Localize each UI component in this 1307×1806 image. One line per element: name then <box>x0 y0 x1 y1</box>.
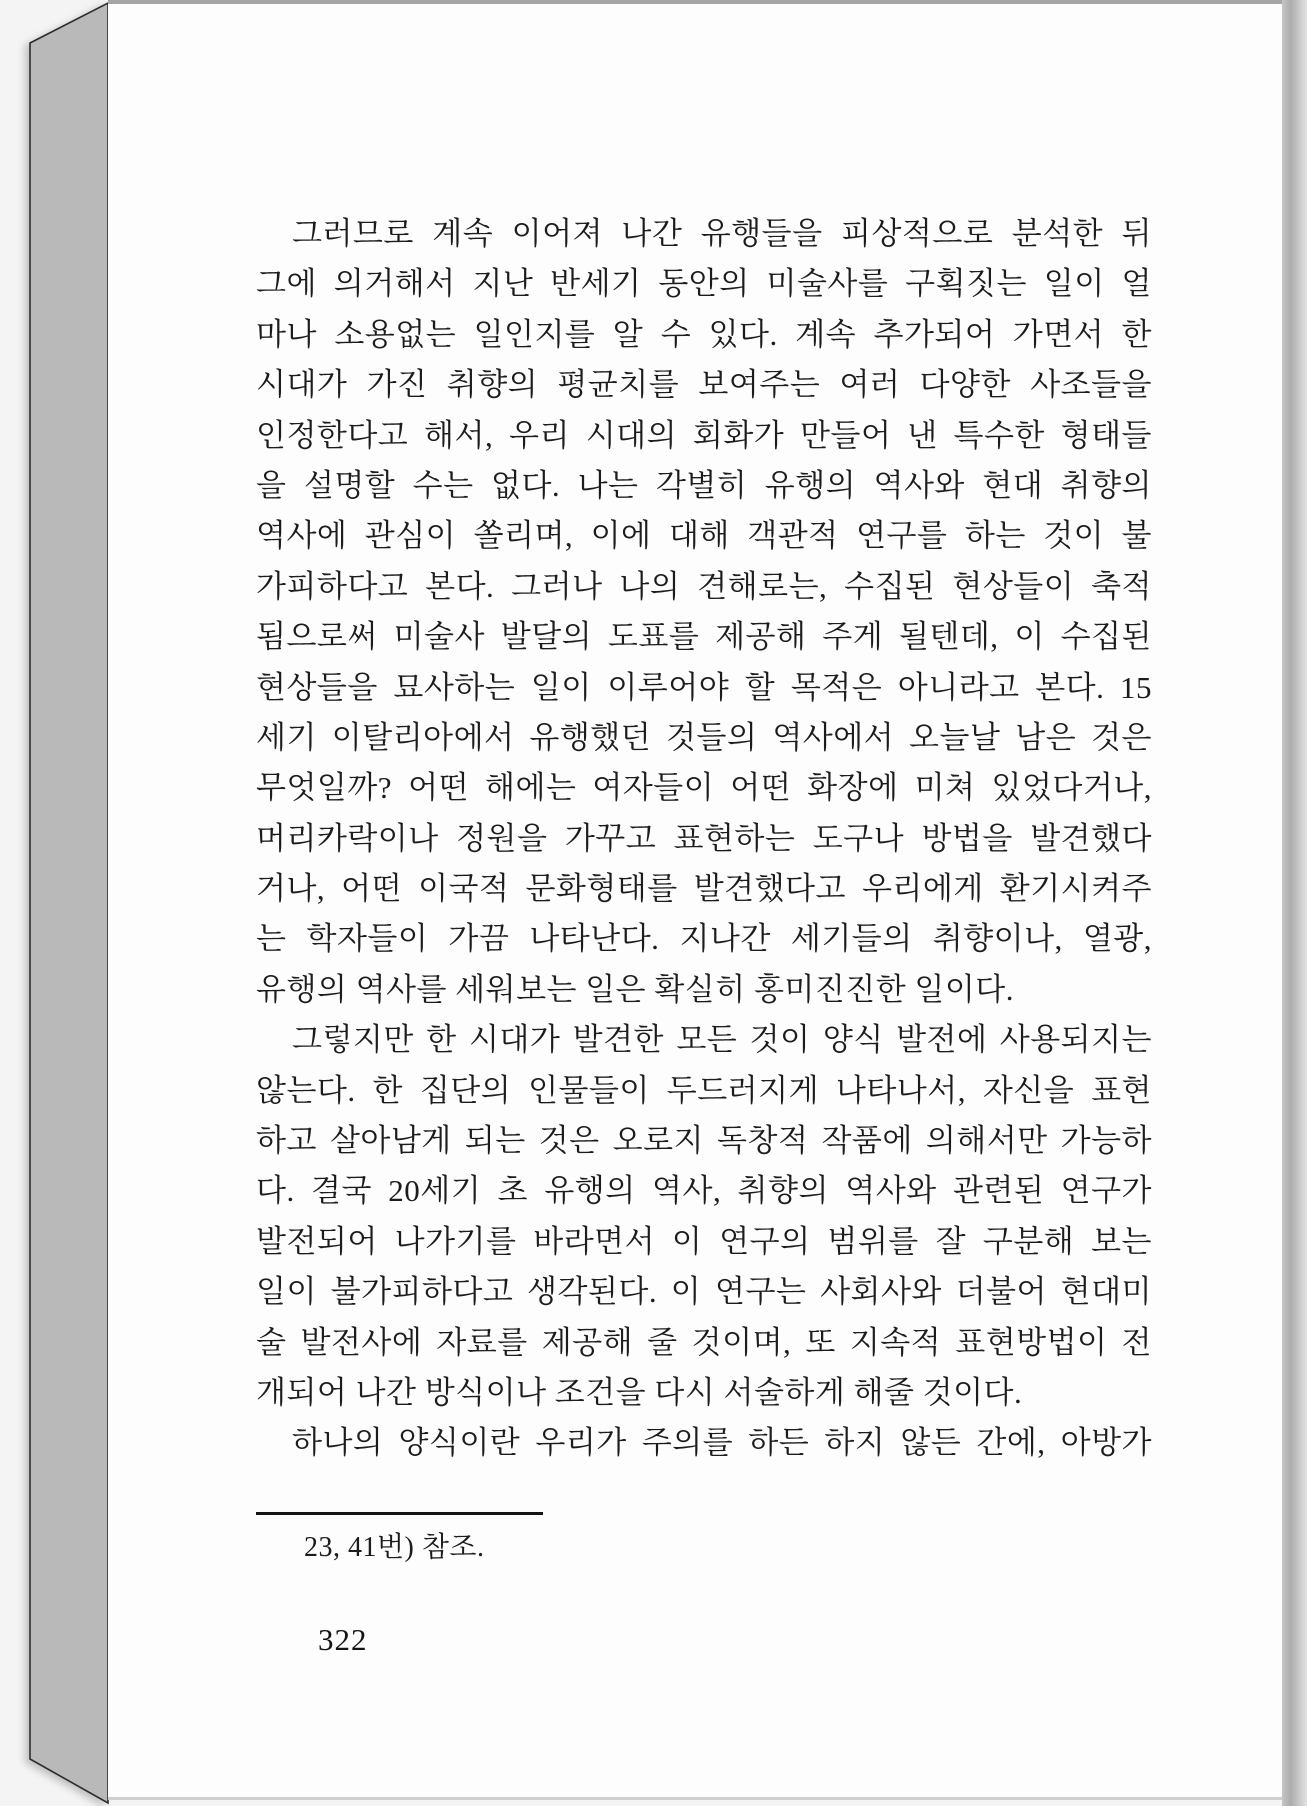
body-line: 술 발전사에 자료를 제공해 줄 것이며, 또 지속적 표현방법이 전 <box>256 1324 1152 1360</box>
body-text <box>256 209 1152 1469</box>
body-line: 개되어 나간 방식이나 조건을 다시 서술하게 해줄 것이다. <box>256 1374 1023 1410</box>
body-line: 거나, 어떤 이국적 문화형태를 발견했다고 우리에게 환기시켜주 <box>256 871 1152 907</box>
book-left-pages-edge <box>26 0 112 1806</box>
body-line: 을 설명할 수는 없다. 나는 각별히 유행의 역사와 현대 취향의 <box>256 467 1152 503</box>
body-line: 일이 불가피하다고 생각된다. 이 연구는 사회사와 더불어 현대미 <box>256 1274 1152 1310</box>
body-line: 세기 이탈리아에서 유행했던 것들의 역사에서 오늘날 남은 것은 <box>256 719 1152 755</box>
footnote-text: 23, 41번) 참조. <box>304 1532 485 1563</box>
body-line: 는 학자들이 가끔 나타난다. 지나간 세기들의 취향이나, 열광, <box>256 921 1152 957</box>
body-line: 마나 소용없는 일인지를 알 수 있다. 계속 추가되어 가면서 한 <box>256 316 1152 352</box>
body-line: 다. 결국 20세기 초 유행의 역사, 취향의 역사와 관련된 연구가 <box>256 1173 1152 1209</box>
page-surface <box>108 0 1282 1800</box>
body-line: 하고 살아남게 되는 것은 오로지 독창적 작품에 의해서만 가능하 <box>256 1123 1152 1159</box>
body-line: 않는다. 한 집단의 인물들이 두드러지게 나타나서, 자신을 표현 <box>256 1072 1152 1108</box>
footnote-divider <box>256 1512 543 1515</box>
body-line: 가피하다고 본다. 그러나 나의 견해로는, 수집된 현상들이 축적 <box>256 568 1152 604</box>
body-line: 발전되어 나가기를 바라면서 이 연구의 범위를 잘 구분해 보는 <box>256 1223 1152 1259</box>
body-line: 인정한다고 해서, 우리 시대의 회화가 만들어 낸 특수한 형태들 <box>256 417 1152 453</box>
body-line: 됨으로써 미술사 발달의 도표를 제공해 주게 될텐데, 이 수집된 <box>256 619 1152 655</box>
body-line: 무엇일까? 어떤 해에는 여자들이 어떤 화장에 미쳐 있었다거나, <box>256 770 1152 806</box>
body-line: 그렇지만 한 시대가 발견한 모든 것이 양식 발전에 사용되지는 <box>292 1022 1152 1058</box>
body-line: 그에 의거해서 지난 반세기 동안의 미술사를 구획짓는 일이 얼 <box>256 266 1152 302</box>
body-line: 그러므로 계속 이어져 나간 유행들을 피상적으로 분석한 뒤 <box>292 216 1152 251</box>
page-right-edge-shadow <box>1282 0 1307 1806</box>
body-line: 유행의 역사를 세워보는 일은 확실히 홍미진진한 일이다. <box>256 971 1015 1007</box>
body-line: 역사에 관심이 쏠리며, 이에 대해 객관적 연구를 하는 것이 불 <box>256 518 1152 554</box>
body-line: 시대가 가진 취향의 평균치를 보여주는 여러 다양한 사조들을 <box>256 367 1152 403</box>
body-line: 머리카락이나 정원을 가꾸고 표현하는 도구나 방법을 발견했다 <box>256 820 1152 856</box>
body-line: 현상들을 묘사하는 일이 이루어야 할 목적은 아니라고 본다. 15 <box>256 669 1152 705</box>
page-number: 322 <box>318 1622 368 1657</box>
body-line: 하나의 양식이란 우리가 주의를 하든 하지 않든 간에, 아방가 <box>292 1425 1152 1461</box>
